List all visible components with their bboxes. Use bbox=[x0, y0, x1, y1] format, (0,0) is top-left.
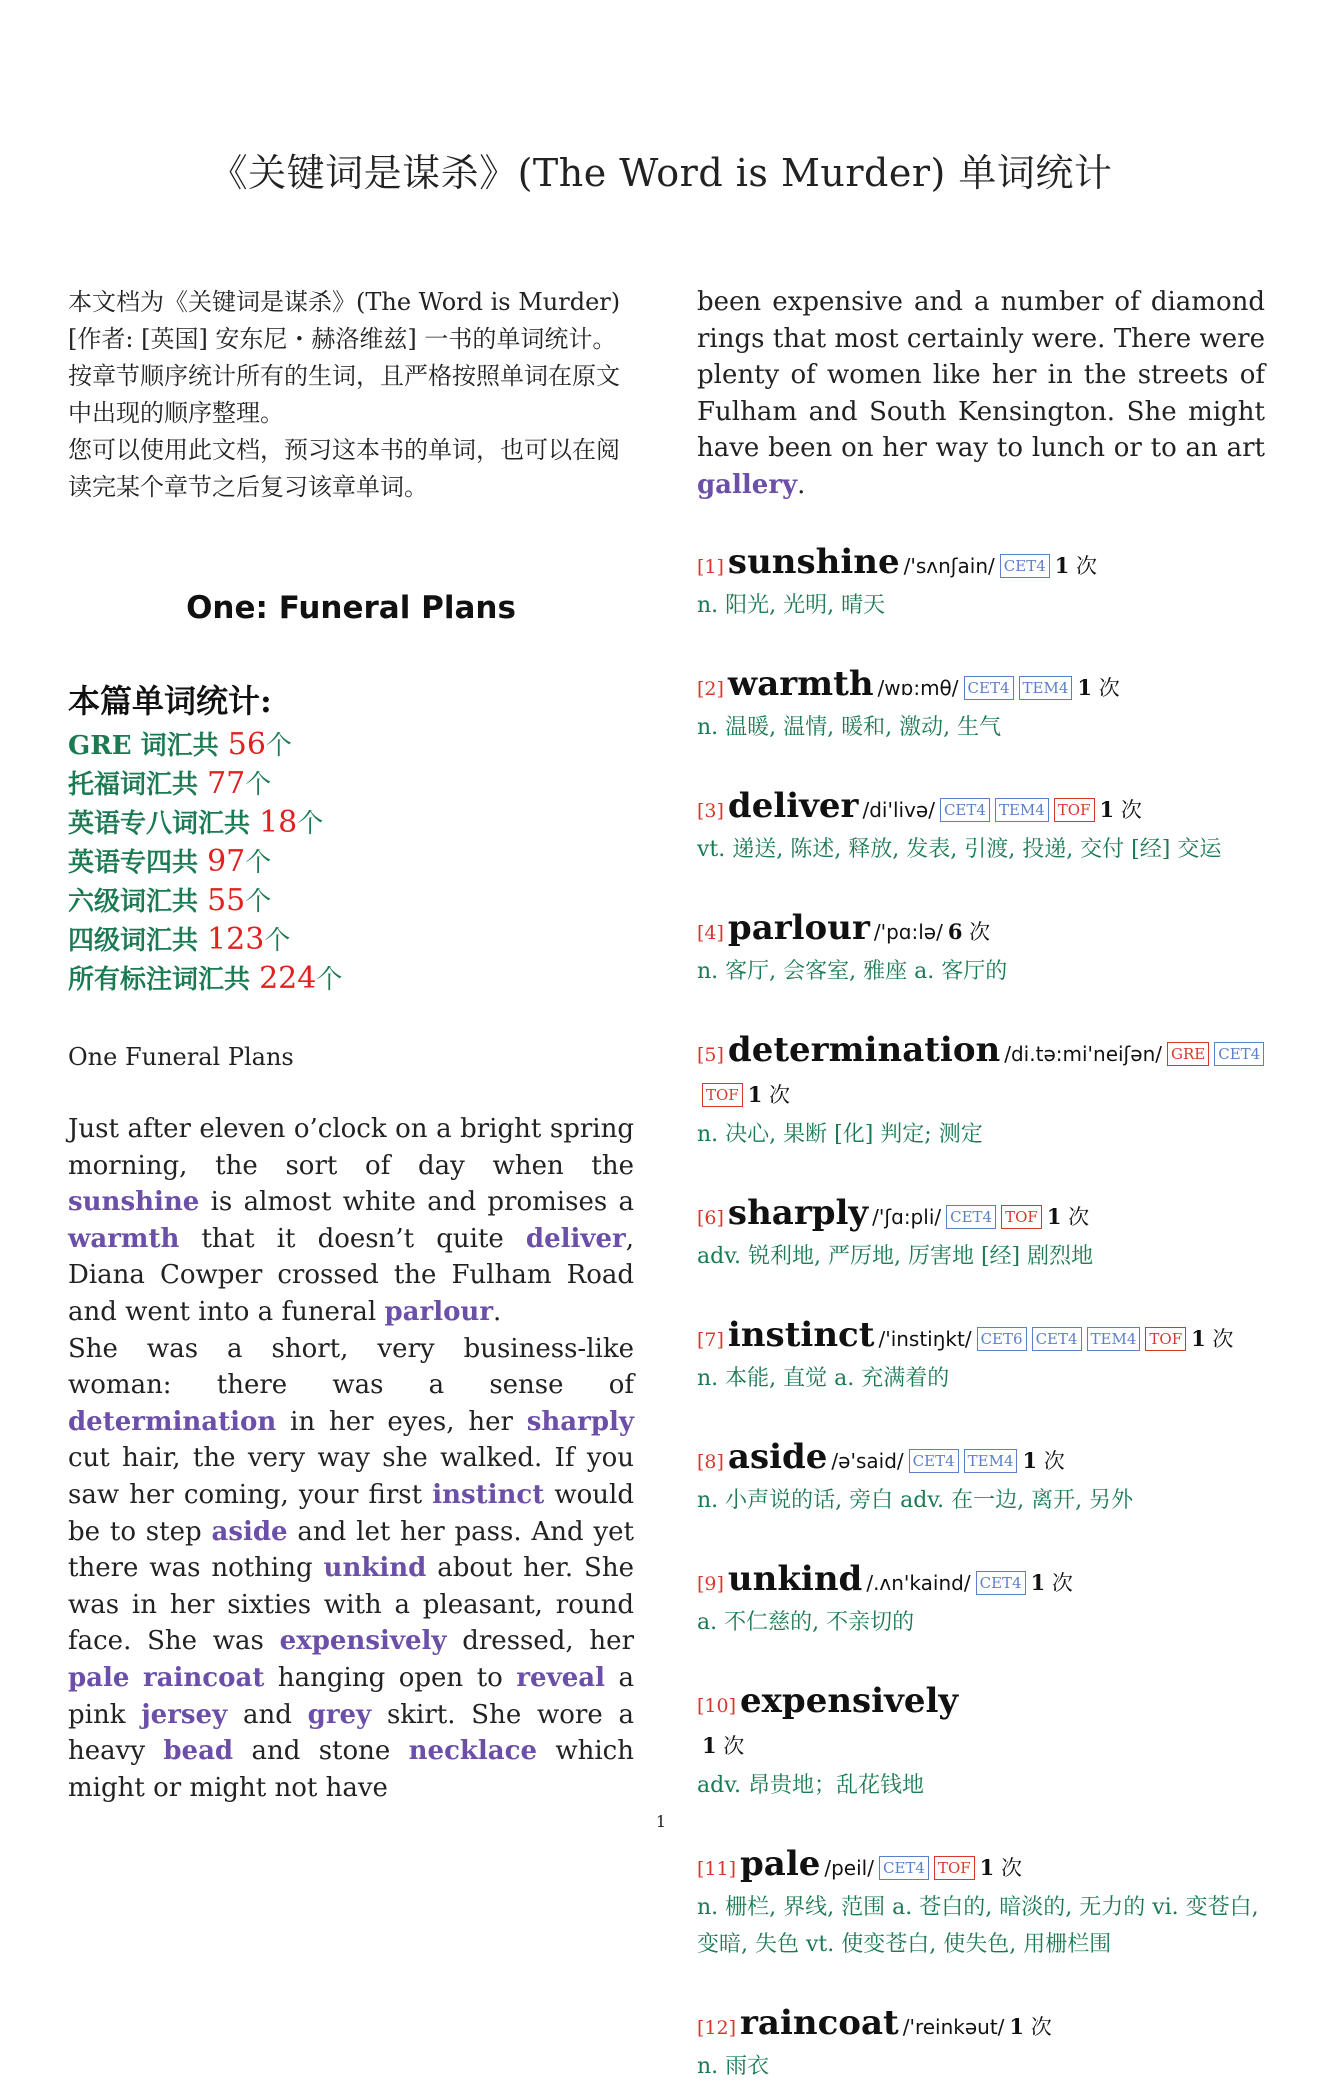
stat-line bbox=[68, 843, 634, 882]
stat-line bbox=[68, 804, 634, 843]
entry-definition: adv. 昂贵地；乱花钱地 bbox=[697, 1772, 925, 1798]
entry-definition: n. 阳光, 光明, 晴天 bbox=[697, 592, 886, 618]
entry-head bbox=[697, 1559, 1265, 1604]
entry-phonetic: /wɒ:mθ/ bbox=[877, 675, 959, 700]
stat-line bbox=[68, 921, 634, 960]
chapter-title: One: Funeral Plans bbox=[186, 590, 516, 626]
tag-tof: TOF bbox=[1054, 798, 1095, 822]
tag-cet4: CET4 bbox=[976, 1571, 1026, 1595]
tag-cet4: CET4 bbox=[946, 1205, 996, 1229]
entry-head bbox=[697, 908, 1265, 953]
entry-phonetic: /'reinkəut/ bbox=[902, 2014, 1005, 2039]
count-unit: 次 bbox=[1114, 797, 1142, 822]
entry-definition: n. 本能, 直觉 a. 充满着的 bbox=[697, 1365, 950, 1391]
tag-cet4: CET4 bbox=[879, 1856, 929, 1880]
entry-word: deliver bbox=[727, 785, 859, 826]
entry-definition: vt. 递送, 陈述, 释放, 发表, 引渡, 投递, 交付 [经] 交运 bbox=[697, 836, 1222, 862]
word-entry-list bbox=[697, 542, 1265, 2085]
stat-unit: 个 bbox=[264, 926, 291, 956]
keyword-unkind: unkind bbox=[323, 1553, 427, 1584]
keyword-jersey: jersey bbox=[141, 1699, 228, 1730]
entry-definition: n. 栅栏, 界线, 范围 a. 苍白的, 暗淡的, 无力的 vi. 变苍白, 变暗, 失色 vt. 使变苍白, 使失色, 用栅栏围 bbox=[697, 1894, 1259, 1957]
stat-label: 英语专八词汇共 bbox=[68, 809, 260, 839]
entry-phonetic: /.ʌn'kaind/ bbox=[866, 1570, 971, 1595]
keyword-sharply: sharply bbox=[526, 1406, 634, 1437]
keyword-expensively: expensively bbox=[279, 1626, 447, 1657]
entry-head bbox=[697, 664, 1265, 709]
count-number: 1 bbox=[979, 1854, 995, 1880]
count-unit: 次 bbox=[1024, 2014, 1052, 2039]
keyword-necklace: necklace bbox=[408, 1736, 538, 1767]
entry-head bbox=[697, 2003, 1265, 2048]
entry-index: [7] bbox=[697, 1328, 724, 1351]
stat-unit: 个 bbox=[297, 809, 324, 839]
word-entry bbox=[697, 1437, 1265, 1519]
entry-count bbox=[748, 1083, 790, 1107]
stat-line bbox=[68, 765, 634, 804]
count-number: 1 bbox=[1009, 2013, 1025, 2039]
entry-index: [8] bbox=[697, 1450, 724, 1473]
entry-count bbox=[1077, 676, 1119, 700]
stat-count: 224 bbox=[259, 961, 317, 996]
tag-cet4: CET4 bbox=[940, 798, 990, 822]
entry-head bbox=[697, 1437, 1265, 1482]
count-number: 1 bbox=[1099, 796, 1115, 822]
entry-index: [6] bbox=[697, 1206, 724, 1229]
tag-tof: TOF bbox=[1145, 1327, 1186, 1351]
entry-phonetic: /'sʌnʃain/ bbox=[903, 553, 995, 578]
tag-tem4: TEM4 bbox=[1019, 676, 1073, 700]
entry-head bbox=[697, 1193, 1265, 1238]
keyword-bead: bead bbox=[163, 1736, 234, 1767]
entry-definition: adv. 锐利地, 严厉地, 厉害地 [经] 剧烈地 bbox=[697, 1243, 1094, 1269]
count-number: 1 bbox=[1046, 1203, 1062, 1229]
count-unit: 次 bbox=[1092, 675, 1120, 700]
stat-count: 123 bbox=[207, 922, 265, 957]
stat-unit: 个 bbox=[245, 887, 272, 917]
keyword-warmth: warmth bbox=[68, 1223, 180, 1254]
word-entry bbox=[697, 1681, 1265, 1804]
entry-head bbox=[697, 1030, 1265, 1116]
entry-definition: a. 不仁慈的, 不亲切的 bbox=[697, 1609, 915, 1635]
intro bbox=[68, 284, 634, 506]
stat-count: 97 bbox=[207, 844, 246, 879]
entry-word: warmth bbox=[727, 663, 874, 704]
word-entry bbox=[697, 542, 1265, 624]
count-unit: 次 bbox=[962, 919, 991, 944]
count-unit: 次 bbox=[1045, 1570, 1073, 1595]
intro-paragraph: 本文档为《关键词是谋杀》(The Word is Murder)[作者: [英国] 安东尼・赫洛维兹] 一书的单词统计。 bbox=[68, 288, 621, 353]
word-entry bbox=[697, 1315, 1265, 1397]
count-number: 1 bbox=[1030, 1569, 1046, 1595]
tag-tof: TOF bbox=[934, 1856, 975, 1880]
stat-count: 77 bbox=[207, 766, 246, 801]
tag-cet4: CET4 bbox=[964, 676, 1014, 700]
entry-phonetic: /'pɑ:lə/ bbox=[873, 919, 943, 944]
word-entry bbox=[697, 1193, 1265, 1275]
stat-label: GRE 词汇共 bbox=[68, 731, 228, 761]
entry-phonetic: /peil/ bbox=[824, 1855, 874, 1880]
entry-definition: n. 小声说的话, 旁白 adv. 在一边, 离开, 另外 bbox=[697, 1487, 1134, 1513]
keyword-parlour: parlour bbox=[384, 1296, 494, 1327]
tag-cet6: CET6 bbox=[977, 1327, 1027, 1351]
count-unit: 次 bbox=[1061, 1204, 1090, 1229]
entry-word: expensively bbox=[740, 1680, 959, 1721]
entry-index: [11] bbox=[697, 1857, 737, 1880]
entry-count bbox=[1191, 1327, 1233, 1351]
left-column bbox=[68, 284, 634, 1806]
count-number: 1 bbox=[1077, 674, 1093, 700]
keyword-reveal: reveal bbox=[516, 1662, 605, 1693]
tag-gre: GRE bbox=[1167, 1042, 1209, 1066]
keyword-gallery: gallery bbox=[697, 469, 798, 500]
stat-line bbox=[68, 960, 634, 999]
keyword-aside: aside bbox=[211, 1516, 288, 1547]
stat-line bbox=[68, 726, 634, 765]
tag-tem4: TEM4 bbox=[964, 1449, 1018, 1473]
count-number: 1 bbox=[702, 1732, 717, 1758]
stat-label: 六级词汇共 bbox=[68, 887, 208, 917]
word-entry bbox=[697, 786, 1265, 868]
tag-cet4: CET4 bbox=[1000, 554, 1050, 578]
intro-paragraph: 按章节顺序统计所有的生词，且严格按照单词在原文中出现的顺序整理。 bbox=[68, 362, 620, 427]
entry-phonetic: /di.tə:mi'neiʃən/ bbox=[1004, 1041, 1162, 1066]
intro-paragraph: 您可以使用此文档，预习这本书的单词，也可以在阅读完某个章节之后复习该章单词。 bbox=[68, 436, 620, 501]
tag-tof: TOF bbox=[702, 1083, 743, 1107]
count-unit: 次 bbox=[1037, 1448, 1065, 1473]
stat-count: 56 bbox=[227, 727, 266, 762]
entry-head bbox=[697, 786, 1265, 831]
document-title: 《关键词是谋杀》(The Word is Murder) 单词统计 bbox=[209, 151, 1113, 195]
entry-word: sharply bbox=[727, 1192, 869, 1233]
entry-word: unkind bbox=[727, 1558, 863, 1599]
entry-word: raincoat bbox=[740, 2002, 899, 2043]
stat-unit: 个 bbox=[245, 848, 272, 878]
passage-continuation: been expensive and a number of diamond rings that most certainly were. There were plenty of women like her in the streets of Fulham and South Kensington. She might have been on her way to lunch or to an art gallery. bbox=[697, 287, 1265, 500]
entry-index: [10] bbox=[697, 1694, 737, 1717]
entry-index: [12] bbox=[697, 2016, 737, 2039]
entry-count bbox=[1055, 554, 1097, 578]
count-number: 1 bbox=[747, 1081, 763, 1107]
entry-definition: n. 温暖, 温情, 暖和, 激动, 生气 bbox=[697, 714, 1002, 740]
stat-label: 所有标注词汇共 bbox=[68, 965, 260, 995]
stat-line bbox=[68, 882, 634, 921]
count-unit: 次 bbox=[762, 1082, 791, 1107]
entry-count bbox=[702, 1734, 744, 1758]
entry-count bbox=[948, 920, 990, 944]
word-entry bbox=[697, 2003, 1265, 2085]
entry-phonetic: /'ʃɑ:pli/ bbox=[872, 1204, 942, 1229]
entry-count bbox=[980, 1856, 1022, 1880]
keyword-instinct: instinct bbox=[432, 1479, 545, 1510]
entry-head bbox=[697, 1315, 1265, 1360]
keyword-grey: grey bbox=[307, 1699, 372, 1730]
entry-count bbox=[1031, 1571, 1073, 1595]
entry-word: aside bbox=[727, 1436, 828, 1477]
entry-index: [3] bbox=[697, 799, 724, 822]
entry-count bbox=[1047, 1205, 1089, 1229]
stat-label: 英语专四共 bbox=[68, 848, 208, 878]
entry-definition: n. 雨衣 bbox=[697, 2053, 770, 2079]
entry-phonetic: /ə'said/ bbox=[831, 1448, 904, 1473]
stat-count: 18 bbox=[259, 805, 298, 840]
page-number: 1 bbox=[655, 1812, 667, 1831]
tag-tem4: TEM4 bbox=[1087, 1327, 1141, 1351]
count-unit: 次 bbox=[716, 1733, 745, 1758]
word-entry bbox=[697, 908, 1265, 990]
stat-unit: 个 bbox=[265, 731, 292, 761]
entry-word: pale bbox=[740, 1843, 821, 1884]
passage-text: Just after eleven o’clock on a bright spring morning, the sort of day when the sunshine is almost white and promises a warmth that it doesn’t quite deliver, Diana Cowper crossed the Fulham Road and went into a funeral parlour. She was a short, very business-like woman: there was a sense of determination in her eyes, her sharply cut hair, the very way she walked. If you saw her coming, your first instinct would be to step aside and let her pass. And yet there was nothing unkind about her. She was in her sixties with a pleasant, round face. She was expensively dressed, her pale raincoat hanging open to reveal a pink jersey and grey skirt. She wore a heavy bead and stone necklace which might or might not have bbox=[68, 1114, 635, 1803]
count-number: 6 bbox=[947, 918, 963, 944]
keyword-determination: determination bbox=[68, 1406, 277, 1437]
count-number: 1 bbox=[1191, 1325, 1206, 1351]
entry-phonetic: /di'livə/ bbox=[862, 797, 935, 822]
entry-head bbox=[697, 542, 1265, 587]
entry-count bbox=[1022, 1449, 1064, 1473]
entry-index: [4] bbox=[697, 921, 724, 944]
entry-word: sunshine bbox=[727, 541, 900, 582]
stat-label: 托福词汇共 bbox=[68, 770, 208, 800]
tag-cet4: CET4 bbox=[1214, 1042, 1264, 1066]
word-entry bbox=[697, 1844, 1265, 1963]
keyword-raincoat: raincoat bbox=[142, 1662, 265, 1693]
tag-cet4: CET4 bbox=[909, 1449, 959, 1473]
entry-definition: n. 客厅, 会客室, 雅座 a. 客厅的 bbox=[697, 958, 1008, 984]
stat-unit: 个 bbox=[245, 770, 272, 800]
stat-count: 55 bbox=[207, 883, 246, 918]
entry-word: instinct bbox=[727, 1314, 875, 1355]
entry-count bbox=[1009, 2015, 1051, 2039]
entry-head bbox=[697, 1681, 1265, 1767]
stat-unit: 个 bbox=[316, 965, 343, 995]
entry-word: parlour bbox=[727, 907, 870, 948]
entry-index: [1] bbox=[697, 555, 724, 578]
entry-index: [2] bbox=[697, 677, 724, 700]
tag-tof: TOF bbox=[1001, 1205, 1042, 1229]
entry-phonetic: /'instiŋkt/ bbox=[878, 1326, 972, 1351]
entry-count bbox=[1100, 798, 1142, 822]
stats-title: 本篇单词统计: bbox=[68, 682, 272, 720]
chapter-label: One Funeral Plans bbox=[68, 1043, 294, 1071]
tag-cet4: CET4 bbox=[1032, 1327, 1082, 1351]
stat-label: 四级词汇共 bbox=[68, 926, 208, 956]
keyword-deliver: deliver bbox=[525, 1223, 626, 1254]
entry-index: [5] bbox=[697, 1043, 724, 1066]
word-entry bbox=[697, 1030, 1265, 1153]
entry-definition: n. 决心, 果断 [化] 判定; 测定 bbox=[697, 1121, 983, 1147]
stats-list bbox=[68, 726, 634, 999]
count-unit: 次 bbox=[994, 1855, 1022, 1880]
keyword-sunshine: sunshine bbox=[68, 1187, 200, 1218]
entry-word: determination bbox=[727, 1029, 1001, 1070]
count-unit: 次 bbox=[1205, 1326, 1234, 1351]
entry-index: [9] bbox=[697, 1572, 724, 1595]
count-number: 1 bbox=[1022, 1447, 1038, 1473]
word-entry bbox=[697, 1559, 1265, 1641]
count-number: 1 bbox=[1054, 552, 1070, 578]
entry-head bbox=[697, 1844, 1265, 1889]
count-unit: 次 bbox=[1069, 553, 1098, 578]
word-entry bbox=[697, 664, 1265, 746]
keyword-pale: pale bbox=[68, 1662, 130, 1693]
tag-tem4: TEM4 bbox=[995, 798, 1049, 822]
